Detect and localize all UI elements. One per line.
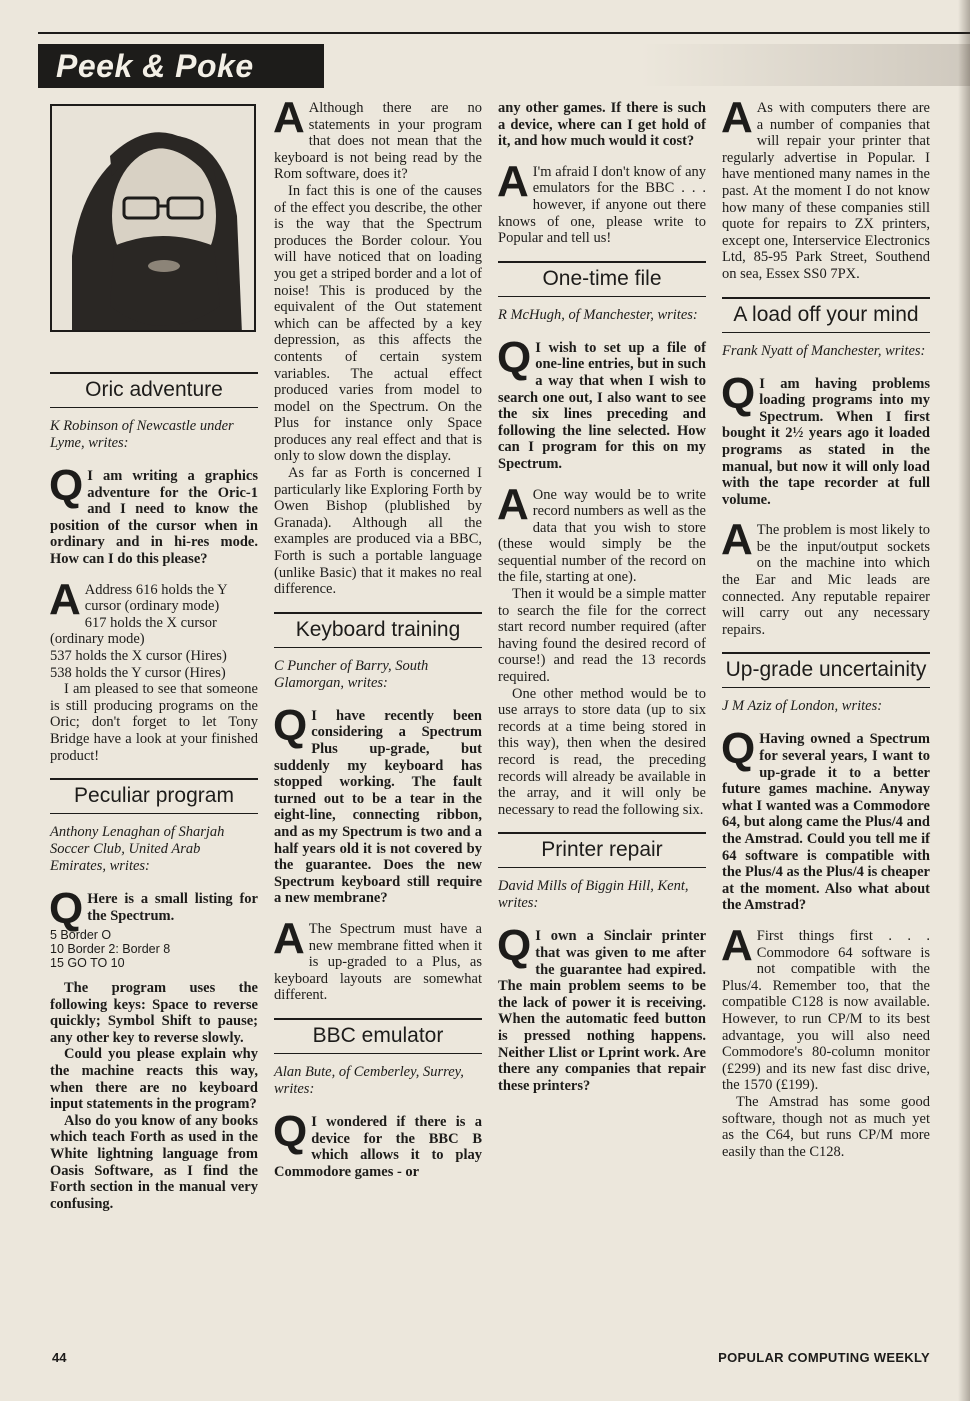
- section-rule: [50, 407, 258, 408]
- section-rule: [498, 832, 706, 834]
- section-rule: [498, 867, 706, 868]
- column-3: [498, 100, 706, 1094]
- code-line: 15 GO TO 10: [50, 956, 125, 971]
- publication-name: POPULAR COMPUTING WEEKLY: [718, 1350, 930, 1365]
- section-peculiar: [50, 778, 258, 1212]
- code-line: 5 Border O: [50, 928, 112, 943]
- answer: [721, 93, 930, 283]
- question-text: any other games. If there is such a device, where can I get hold of it, and how much would it cost?: [498, 100, 706, 150]
- question: [721, 724, 930, 914]
- answer-line: 617 holds the X cursor (ordinary mode): [50, 614, 217, 648]
- section-rule: [50, 372, 258, 374]
- a-drop-cap: A: [273, 913, 305, 963]
- byline: Anthony Lenaghan of Sharjah Soccer Club, United Arab Emirates, writes:: [50, 824, 225, 875]
- q-drop-cap: Q: [49, 461, 84, 510]
- answer-text: First things first . . . Commodore 64 software is not compatible with the Plus/4. Remember too, that the compatible C128 is now available. However, to run CP/M to its best advantage, you will also need Commodore's 80-column monitor (£299) and its new fast disc drive, the 1570 (£199).: [722, 927, 930, 1094]
- author-photo: [50, 104, 256, 332]
- section-rule: [274, 612, 482, 614]
- byline: J M Aziz of London, writes:: [722, 698, 883, 715]
- byline: R McHugh, of Manchester, writes:: [498, 306, 698, 323]
- question: [273, 1106, 482, 1180]
- section-rule: [722, 297, 930, 299]
- answer: [273, 93, 482, 598]
- section-title: Oric adventure: [85, 378, 223, 401]
- section-rule: [274, 1053, 482, 1054]
- answer: [497, 479, 706, 819]
- section-title: Keyboard training: [295, 617, 461, 641]
- code-listing: [50, 928, 258, 970]
- answer-text: I am pleased to see that someone is still producing programs on the Oric; don't forget to let Tony Bridge have a look at your finished product!: [50, 681, 258, 764]
- section-title: Printer repair: [541, 838, 663, 862]
- section-rule: [274, 647, 482, 648]
- section-bbc: [274, 1018, 482, 1180]
- a-drop-cap: A: [49, 574, 81, 624]
- bleed-through-shadow: [640, 44, 970, 86]
- a-drop-cap: A: [721, 93, 753, 142]
- question: [273, 700, 482, 907]
- byline: Alan Bute, of Cemberley, Surrey, writes:: [274, 1063, 464, 1097]
- a-drop-cap: A: [721, 515, 753, 565]
- answer-text: As far as Forth is concerned I particularly like Exploring Forth by Owen Bishop (plublished by Granada). Although all the examples are produced via a BBC, Forth is such a portable language (unlike Basic) that it makes no real difference.: [274, 465, 482, 598]
- answer-text: In fact this is one of the causes of the effect you describe, the other is the way that the Spectrum produces the Border colour. You will have noticed that on loading you get a striped border and a lot of noise! This is produced by the equivalent of the Out statement which can be affected by a key depression, as this affects the contents of certain system variables. The actual effect produced varies from model to model on the Spectrum. On the Plus for instance only Space produces any real effect and that is only to slow down the display.: [274, 182, 482, 465]
- question: [49, 461, 258, 568]
- answer-text: The problem is most likely to be the input/output sockets on the machine into which the Ear and Mic leads are connected. Any reputable repairer will carry out any necessary repairs.: [722, 522, 930, 638]
- portrait-image: [52, 106, 256, 332]
- section-oric: [50, 372, 258, 764]
- question: [497, 921, 706, 1094]
- question: [49, 884, 258, 1212]
- section-rule: [498, 296, 706, 297]
- a-drop-cap: A: [721, 920, 753, 970]
- question-text: I am writing a graphics adventure for the Oric-1 and I need to know the position of the cursor when in ordinary and in hi-res mode. How can I do this please?: [50, 468, 258, 567]
- question-text: I have recently been considering a Spectrum Plus up-grade, but suddenly my keyboard has stopped working. The fault turned out to be a tear in the eight-line, connecting ribbon, and as my Spectrum is two and a half years old it is not covered by the guarantee. Does the new Spectrum keyboard still require a new membrane?: [274, 707, 482, 907]
- top-rule: [38, 32, 970, 34]
- q-drop-cap: Q: [721, 368, 756, 418]
- section-rule: [722, 652, 930, 654]
- answer-text: I'm afraid I don't know of any emulators for the BBC . . . however, if anyone out there knows of one, please write to Popular and tell us!: [498, 163, 706, 247]
- section-banner: Peek & Poke: [38, 44, 324, 88]
- section-upgrade: [722, 652, 930, 1160]
- section-title: One-time file: [542, 266, 662, 290]
- byline: David Mills of Biggin Hill, Kent, writes:: [498, 878, 689, 912]
- question-text: I own a Sinclair printer that was given to me after the guarantee had expired. The main problem seems to be the lack of power it is receiving. When the automatic feed button is pressed nothing happens. Neither Llist or Lprint work. Are there any companies that repair these printers?: [498, 928, 706, 1094]
- section-rule: [274, 1018, 482, 1020]
- answer: [497, 156, 706, 247]
- answer-text: The Spectrum must have a new membrane fitted when it is up-graded to a Plus, as keyboard layouts are somewhat different.: [274, 920, 482, 1004]
- question-text: Also do you know of any books which teach Forth as used in the White lightning language from Oasis Software, as I find the Forth section in the manual very confusing.: [50, 1112, 258, 1212]
- answer-text: As with computers there are a number of companies that will repair your printer that regularly advertise in Popular. I have mentioned many names in the past. At the moment I do not know how many of these companies still quote for repairs to ZX printers, except one, Interservice Electronics Ltd, 85-95 Park Street, Southend on sea, Essex SS0 7PX.: [722, 100, 930, 282]
- section-keyboard: [274, 612, 482, 1004]
- answer-text: The Amstrad has some good software, though not as much yet as the C64, but runs CP/M more easily than the C128.: [722, 1093, 930, 1160]
- question-text: Here is a small listing for the Spectrum.: [87, 891, 258, 924]
- section-title: Peculiar program: [74, 784, 234, 808]
- section-rule: [722, 332, 930, 333]
- question-text: I wish to set up a file of one-line entries, but in such a way that when I wish to search one out, I also want to see the six lines preceding and following the line selected. How can I program for this on my Spectrum.: [498, 339, 706, 472]
- byline: Frank Nyatt of Manchester, writes:: [722, 342, 926, 359]
- byline: C Puncher of Barry, South Glamorgan, writes:: [274, 657, 429, 691]
- question-text: I wondered if there is a device for the BBC B which allows it to play Commodore games - or: [274, 1113, 482, 1180]
- answer: [721, 920, 930, 1160]
- byline: K Robinson of Newcastle under Lyme, writes:: [50, 418, 234, 451]
- answer: [49, 574, 258, 765]
- section-title: A load off your mind: [733, 302, 919, 326]
- answer-text: Then it would be a simple matter to search the file for the correct start record number required (after having found the desired record of course!) and read the 13 records required.: [498, 586, 706, 686]
- answer-text: One other method would be to use arrays to store data (up to six records at a time being stored in this way), then when the desired record is read, the preceding records will already be available in the array, and it will only be necessary to read the following six.: [498, 685, 706, 818]
- question-text: The program uses the following keys: Space to reverse quickly; Symbol Shift to pause; any other key to reverse slowly.: [50, 980, 258, 1046]
- a-drop-cap: A: [497, 156, 529, 206]
- q-drop-cap: Q: [273, 700, 308, 750]
- q-drop-cap: Q: [49, 884, 84, 934]
- question-text: Could you please explain why the machine reacts this way, when there are no keyboard input statements in the program?: [50, 1046, 258, 1113]
- answer-line: 538 holds the Y cursor (Hires): [50, 664, 226, 681]
- section-printer: [498, 832, 706, 1094]
- answer: [273, 913, 482, 1004]
- question: [497, 332, 706, 473]
- question: [721, 368, 930, 509]
- a-drop-cap: A: [273, 93, 305, 142]
- section-rule: [722, 687, 930, 688]
- column-4: [721, 93, 930, 1174]
- section-rule: [50, 778, 258, 780]
- section-title: Up-grade uncertainity: [725, 658, 927, 682]
- answer-text: One way would be to write record numbers as well as the data that you wish to store (these would simply be the sequential number of the record on the file, starting at one).: [498, 486, 706, 586]
- section-load: [722, 297, 930, 639]
- answer-text: Although there are no statements in your program that does not mean that the keyboard is not being read by the Rom software, does it?: [274, 100, 482, 183]
- code-line: 10 Border 2: Border 8: [50, 942, 171, 957]
- question-continued: [498, 100, 706, 150]
- column-1: [50, 104, 258, 1212]
- section-onetime: [498, 261, 706, 819]
- page-edge-shadow: [958, 0, 970, 1401]
- page-number: 44: [52, 1350, 67, 1365]
- section-rule: [50, 813, 258, 814]
- question-text: I am having problems loading programs into my Spectrum. When I first bought it 2½ years ago it loaded programs as stated in the manual, but now it will only load with the tape recorder at full volume.: [722, 375, 930, 508]
- column-2: [273, 93, 482, 1180]
- q-drop-cap: Q: [497, 921, 532, 971]
- section-rule: [498, 261, 706, 263]
- answer-line: 537 holds the X cursor (Hires): [50, 647, 227, 664]
- answer: [721, 515, 930, 638]
- a-drop-cap: A: [497, 479, 529, 529]
- answer-line: Address 616 holds the Y cursor (ordinary mode): [84, 581, 228, 615]
- q-drop-cap: Q: [721, 724, 756, 774]
- q-drop-cap: Q: [273, 1106, 308, 1156]
- question-text: Having owned a Spectrum for several years, I want to up-grade it to a better future games machine. Anyway what I wanted was a Commodore 64, but along came the Plus/4 and the Amstrad. Could you tell me if 64 software is compatible with the Plus/4 as the Plus/4 is cheaper at the moment. Also what about the Amstrad?: [722, 731, 930, 914]
- q-drop-cap: Q: [497, 332, 532, 382]
- section-title: BBC emulator: [312, 1023, 444, 1047]
